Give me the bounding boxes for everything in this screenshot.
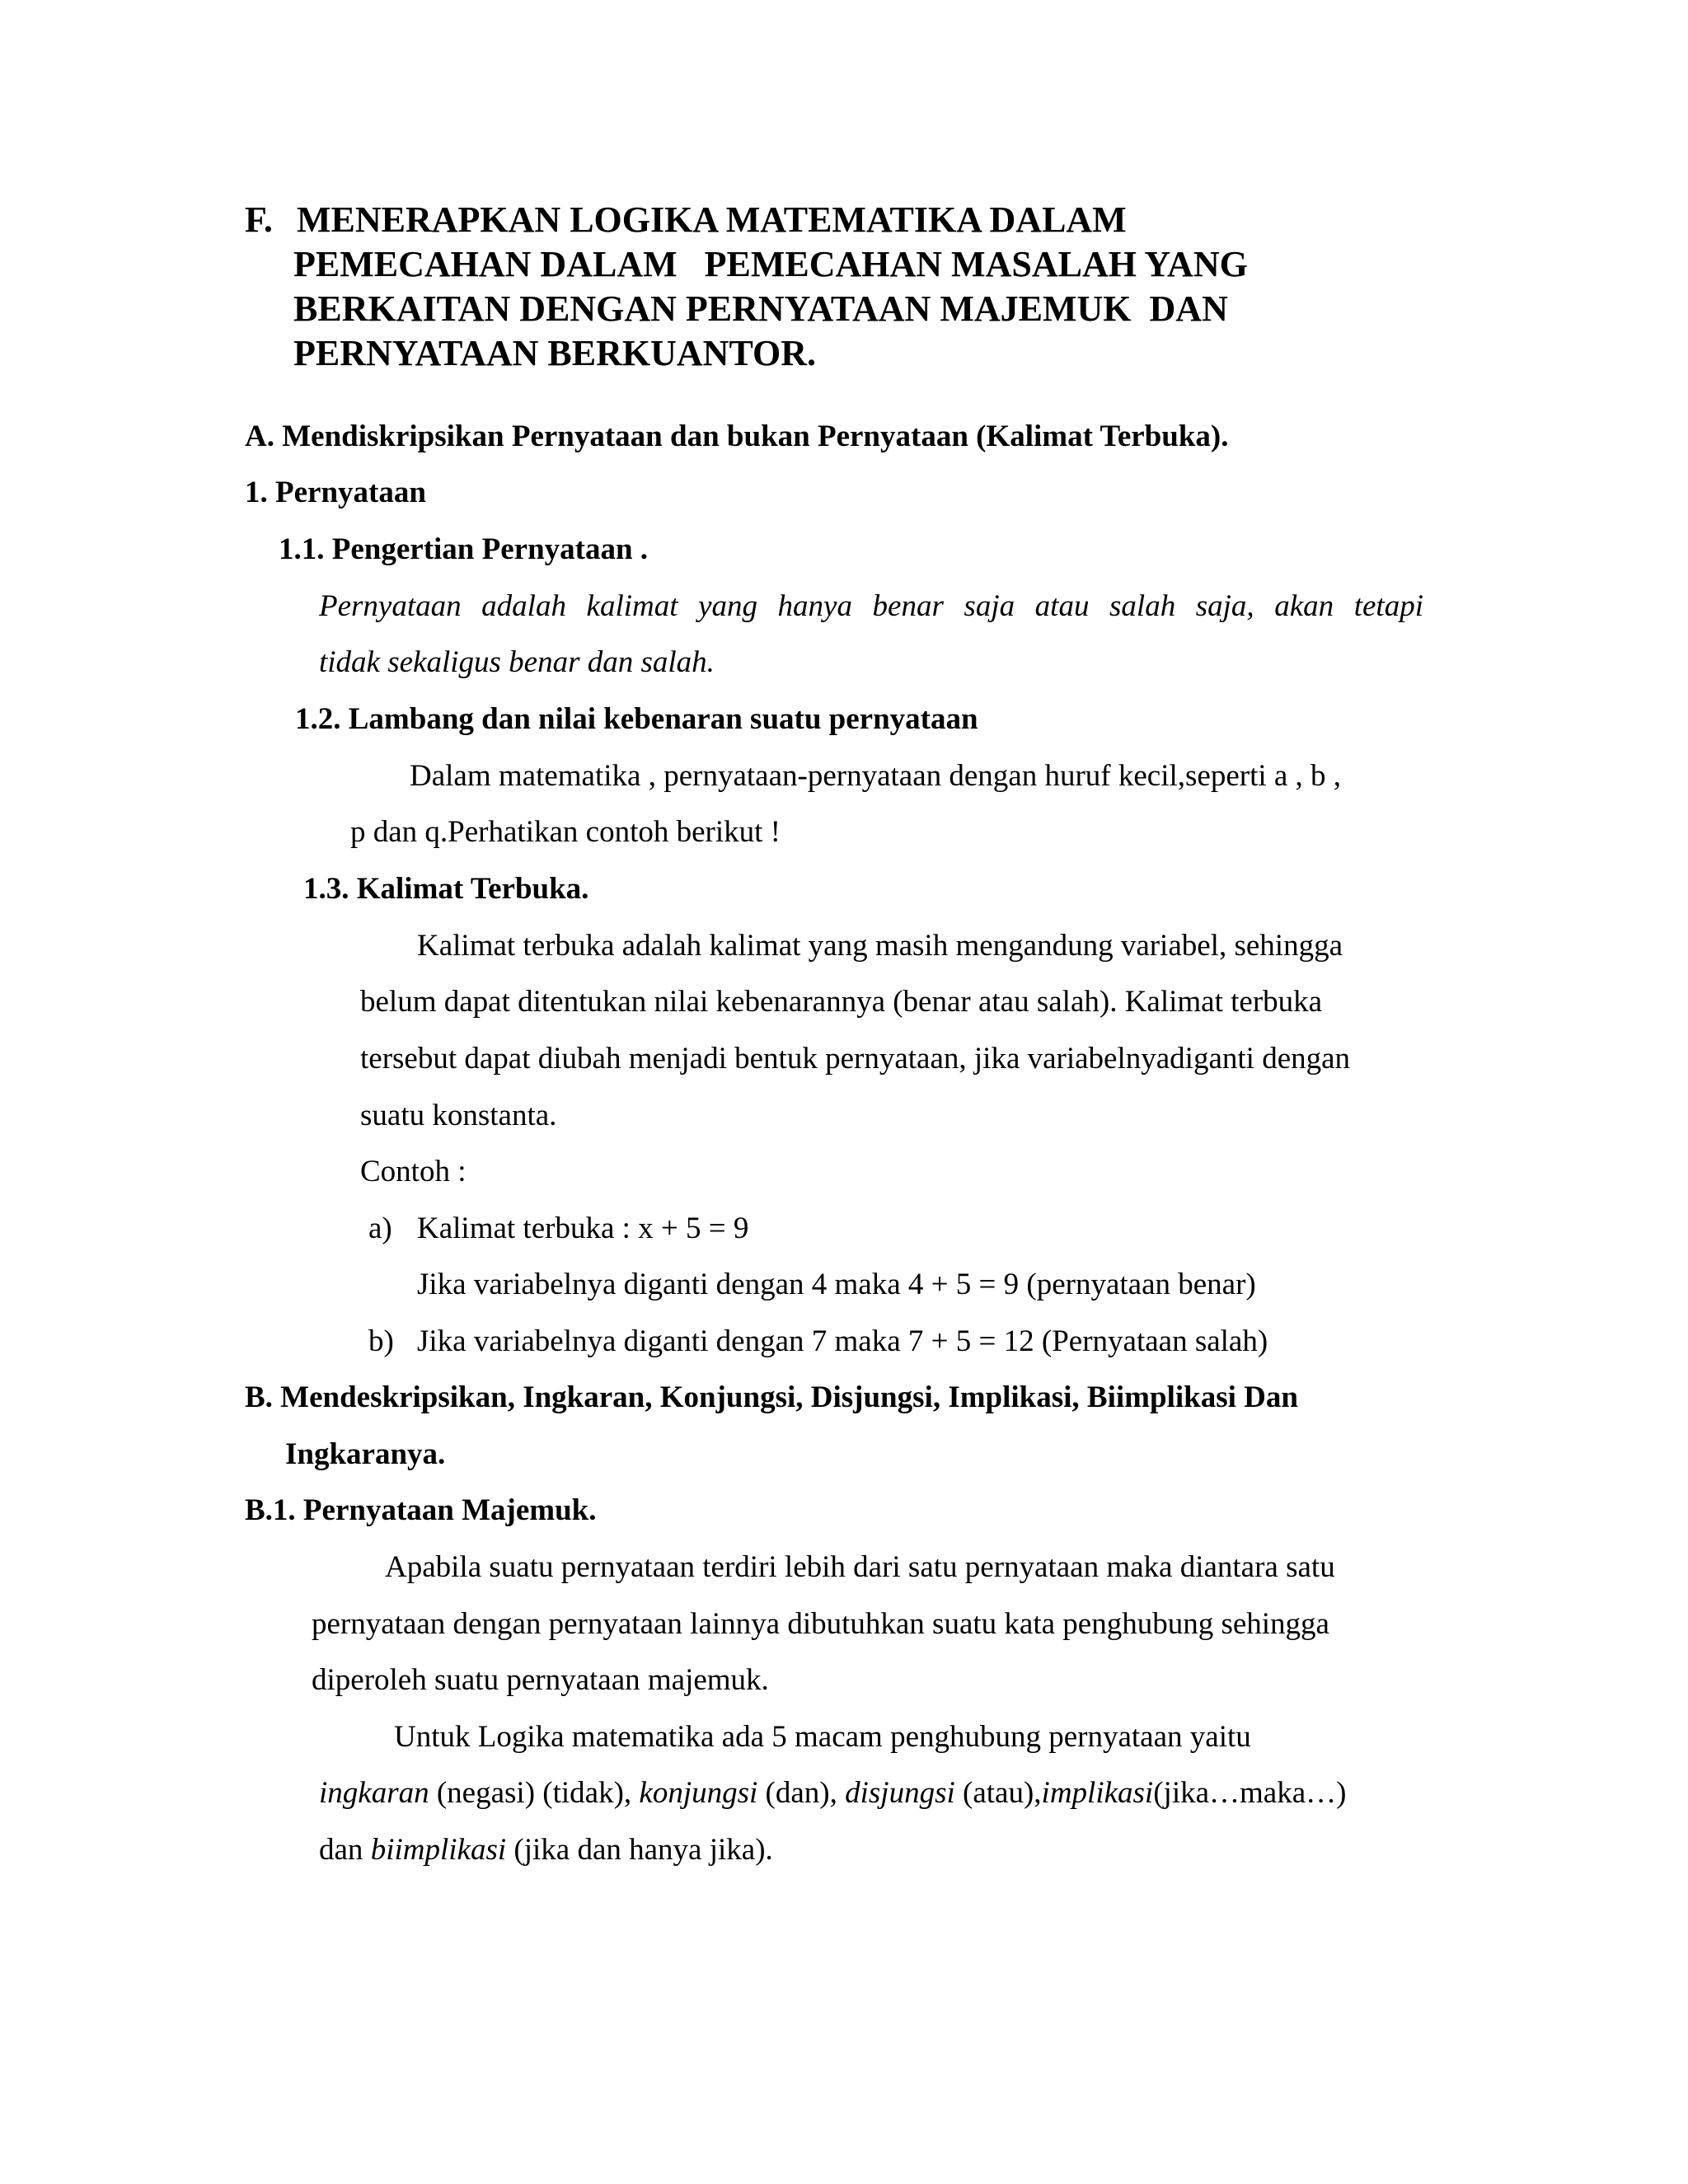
example-a-marker: a) [368, 1212, 392, 1245]
symbol-text-line-2: p dan q.Perhatikan contoh berikut ! [350, 815, 781, 849]
compound-text-line-2: pernyataan dengan pernyataan lainnya dibutuhkan suatu kata penghubung sehingga [312, 1607, 1329, 1641]
subsection-1-3-heading: 1.3. Kalimat Terbuka. [303, 872, 589, 906]
example-b-marker: b) [368, 1324, 394, 1358]
symbol-text-line-1: Dalam matematika , pernyataan-pernyataan dengan huruf kecil,seperti a , b , [410, 759, 1342, 793]
chapter-title-line-4: PERNYATAAN BERKUANTOR. [293, 333, 817, 373]
term-implikasi: implikasi [1041, 1776, 1154, 1810]
subsection-1-1-heading: 1.1. Pengertian Pernyataan . [279, 532, 649, 566]
open-sentence-text-line-4: suatu konstanta. [360, 1099, 557, 1132]
term-disjungsi-desc: (atau), [954, 1776, 1042, 1810]
connectives-text-line-1: Untuk Logika matematika ada 5 macam penghubung pernyataan yaitu [394, 1720, 1251, 1754]
term-implikasi-desc: (jika…maka…) [1153, 1776, 1347, 1810]
chapter-marker: F. [245, 199, 273, 240]
definition-text-line-1: Pernyataan adalah kalimat yang hanya benar saja atau salah saja, akan tetapi [319, 589, 1423, 623]
chapter-title-line-2: PEMECAHAN DALAM PEMECAHAN MASALAH YANG [293, 244, 1248, 284]
compound-text-line-3: diperoleh suatu pernyataan majemuk. [312, 1663, 769, 1697]
example-a-note: Jika variabelnya diganti dengan 4 maka 4 + 5 = 9 (pernyataan benar) [417, 1268, 1256, 1301]
term-biimplikasi-desc: (jika dan hanya jika). [506, 1833, 773, 1867]
connectives-text-line-3 [319, 1832, 773, 1868]
term-ingkaran: ingkaran [319, 1776, 429, 1810]
term-ingkaran-desc: (negasi) (tidak), [429, 1776, 640, 1810]
subsection-1-2-heading: 1.2. Lambang dan nilai kebenaran suatu pernyataan [295, 702, 978, 736]
definition-text-line-2: tidak sekaligus benar dan salah. [319, 645, 715, 679]
term-dan-prefix: dan [319, 1833, 371, 1867]
example-b-text: Jika variabelnya diganti dengan 7 maka 7 + 5 = 12 (Pernyataan salah) [417, 1324, 1268, 1358]
term-disjungsi: disjungsi [845, 1776, 955, 1810]
open-sentence-text-line-1: Kalimat terbuka adalah kalimat yang masih mengandung variabel, sehingga [417, 929, 1343, 963]
connectives-text-line-2 [319, 1775, 1346, 1811]
example-label: Contoh : [360, 1155, 467, 1188]
section-b-heading-line-1: B. Mendeskripsikan, Ingkaran, Konjungsi, Disjungsi, Implikasi, Biimplikasi Dan [245, 1380, 1298, 1414]
subsection-1-heading: 1. Pernyataan [245, 476, 426, 509]
open-sentence-text-line-3: tersebut dapat diubah menjadi bentuk pernyataan, jika variabelnyadiganti dengan [360, 1042, 1351, 1076]
subsection-b1-heading: B.1. Pernyataan Majemuk. [245, 1493, 597, 1527]
section-b-heading-line-2: Ingkaranya. [285, 1437, 446, 1471]
open-sentence-text-line-2: belum dapat ditentukan nilai kebenarannya (benar atau salah). Kalimat terbuka [360, 985, 1323, 1019]
section-a-heading: A. Mendiskripsikan Pernyataan dan bukan Pernyataan (Kalimat Terbuka). [245, 419, 1229, 453]
example-a-text: Kalimat terbuka : x + 5 = 9 [417, 1212, 749, 1245]
term-biimplikasi: biimplikasi [370, 1833, 507, 1867]
term-konjungsi-desc: (dan), [757, 1776, 846, 1810]
compound-text-line-1: Apabila suatu pernyataan terdiri lebih dari satu pernyataan maka diantara satu [385, 1550, 1335, 1584]
chapter-title-line-1: MENERAPKAN LOGIKA MATEMATIKA DALAM [297, 199, 1127, 240]
term-konjungsi: konjungsi [639, 1776, 758, 1810]
chapter-title-line-3: BERKAITAN DENGAN PERNYATAAN MAJEMUK DAN [293, 288, 1228, 329]
